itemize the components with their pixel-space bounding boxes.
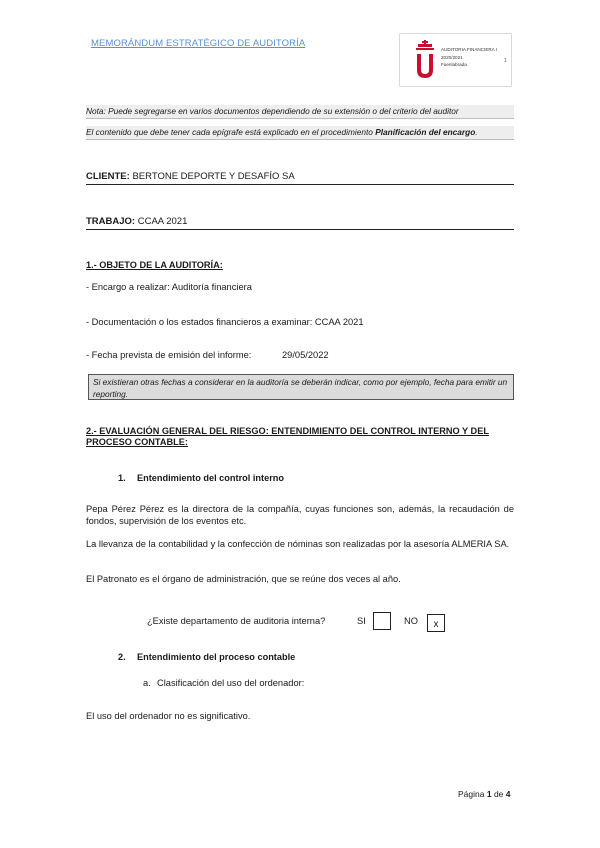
- page-number: [458, 789, 511, 801]
- university-logo: [399, 33, 512, 87]
- logo-line-3: Fuenlabrada: [441, 62, 467, 67]
- page-total: 4: [505, 789, 511, 799]
- memo-title: MEMORÁNDUM ESTRATÉGICO DE AUDITORÍA: [91, 38, 306, 49]
- note-content-procedure: Planificación del encargo: [375, 127, 476, 137]
- no-label: NO: [404, 616, 418, 626]
- client-value: BERTONE DEPORTE Y DESAFÍO SA: [129, 171, 295, 182]
- note-content-prefix: El contenido que debe tener cada epígrafe está explicado en el procedimiento: [86, 127, 376, 137]
- yes-label: SI: [357, 616, 366, 626]
- subsection-1-number: 1.: [118, 473, 126, 483]
- board-paragraph: El Patronato es el órgano de administración, que se reúne dos veces al año.: [86, 574, 401, 584]
- engagement-text: - Encargo a realizar: Auditoría financiera: [86, 282, 252, 292]
- note-content-suffix: .: [475, 127, 478, 137]
- job-value: CCAA 2021: [135, 216, 188, 227]
- subsection-2-number: 2.: [118, 652, 126, 662]
- yes-checkbox[interactable]: [373, 612, 391, 630]
- client-field: [86, 171, 514, 185]
- logo-mark: 1: [504, 58, 507, 64]
- page-current: 1: [486, 789, 492, 799]
- section-1-heading: 1.- OBJETO DE LA AUDITORÍA:: [86, 260, 223, 270]
- section-2-heading: 2.- EVALUACIÓN GENERAL DEL RIESGO: ENTENDIMIENTO DEL CONTROL INTERNO Y DEL PROCESO CONTABLE:: [86, 426, 489, 447]
- logo-line-1: AUDITORIA FINANCIERA I: [441, 47, 498, 52]
- no-checkbox[interactable]: x: [427, 614, 445, 632]
- university-logo-icon: [414, 40, 436, 80]
- subsection-2a-title: Clasificación del uso del ordenador:: [157, 678, 305, 688]
- subsection-2-title: Entendimiento del proceso contable: [137, 652, 296, 662]
- issue-date-value: 29/05/2022: [282, 350, 329, 360]
- computer-use-paragraph: El uso del ordenador no es significativo.: [86, 711, 251, 721]
- subsection-1-title: Entendimiento del control interno: [137, 473, 284, 483]
- job-label: TRABAJO:: [86, 216, 136, 227]
- other-dates-note: Si existieran otras fechas a considerar en la auditoría se deberán indicar, como por ejemplo, fecha para emitir un reporting.: [88, 374, 514, 400]
- note-content: [86, 126, 514, 140]
- issue-date-label: - Fecha prevista de emisión del informe:: [86, 350, 252, 360]
- internal-audit-question: ¿Existe departamento de auditoria interna?: [147, 616, 326, 626]
- page-of-word: de: [493, 789, 504, 799]
- subsection-2a-number: a.: [143, 678, 151, 688]
- note-segregation: Nota: Puede segregarse en varios documentos dependiendo de su extensión o del criterio del auditor: [86, 105, 514, 119]
- job-field: [86, 216, 514, 230]
- documentation-text: - Documentación o los estados financieros a examinar: CCAA 2021: [86, 317, 364, 327]
- accounting-paragraph: La llevanza de la contabilidad y la confección de nóminas son realizadas por la asesoría ALMERIA SA.: [86, 539, 510, 549]
- page-word: Página: [458, 789, 485, 799]
- director-paragraph: Pepa Pérez Pérez es la directora de la compañía, cuyas funciones son, además, la recaudación de fondos, supervisión de los eventos etc.: [86, 504, 514, 526]
- client-label: CLIENTE:: [86, 171, 130, 182]
- logo-line-2: 2020/2021: [441, 54, 463, 60]
